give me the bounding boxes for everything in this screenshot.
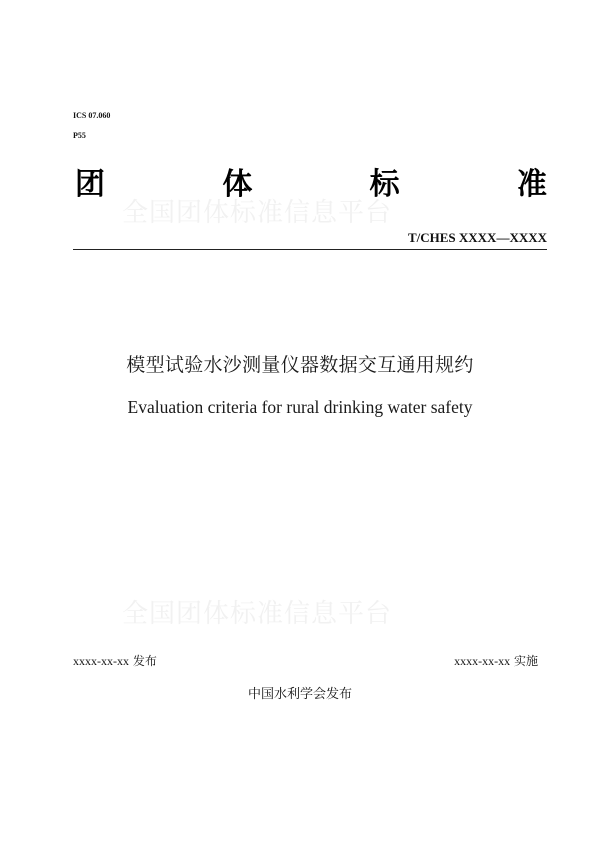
ics-code: ICS 07.060 [73, 111, 111, 120]
standard-type-char-3: 标 [369, 167, 400, 202]
standard-type-char-1: 团 [75, 167, 105, 202]
implement-label: 实施 [513, 654, 538, 668]
standard-type-heading [75, 165, 547, 205]
standard-type-char-4: 准 [516, 167, 547, 202]
document-title-english: Evaluation criteria for rural drinking water safety [127, 397, 473, 417]
implement-date-line [454, 653, 538, 669]
publish-label: 发布 [132, 654, 157, 668]
publish-date: xxxx-xx-xx [73, 654, 129, 668]
document-title-chinese: 模型试验水沙测量仪器数据交互通用规约 [126, 354, 474, 376]
watermark-lower: 全国团体标准信息平台 [122, 599, 393, 629]
publisher: 中国水利学会发布 [247, 687, 352, 702]
header-divider [73, 249, 547, 250]
ccs-code: P55 [73, 131, 86, 140]
watermark-upper: 全国团体标准信息平台 [122, 198, 393, 228]
standard-number: T/CHES XXXX—XXXX [407, 230, 547, 245]
implement-date: xxxx-xx-xx [454, 654, 511, 668]
standard-type-char-2: 体 [222, 167, 253, 202]
publish-date-line [73, 653, 157, 669]
